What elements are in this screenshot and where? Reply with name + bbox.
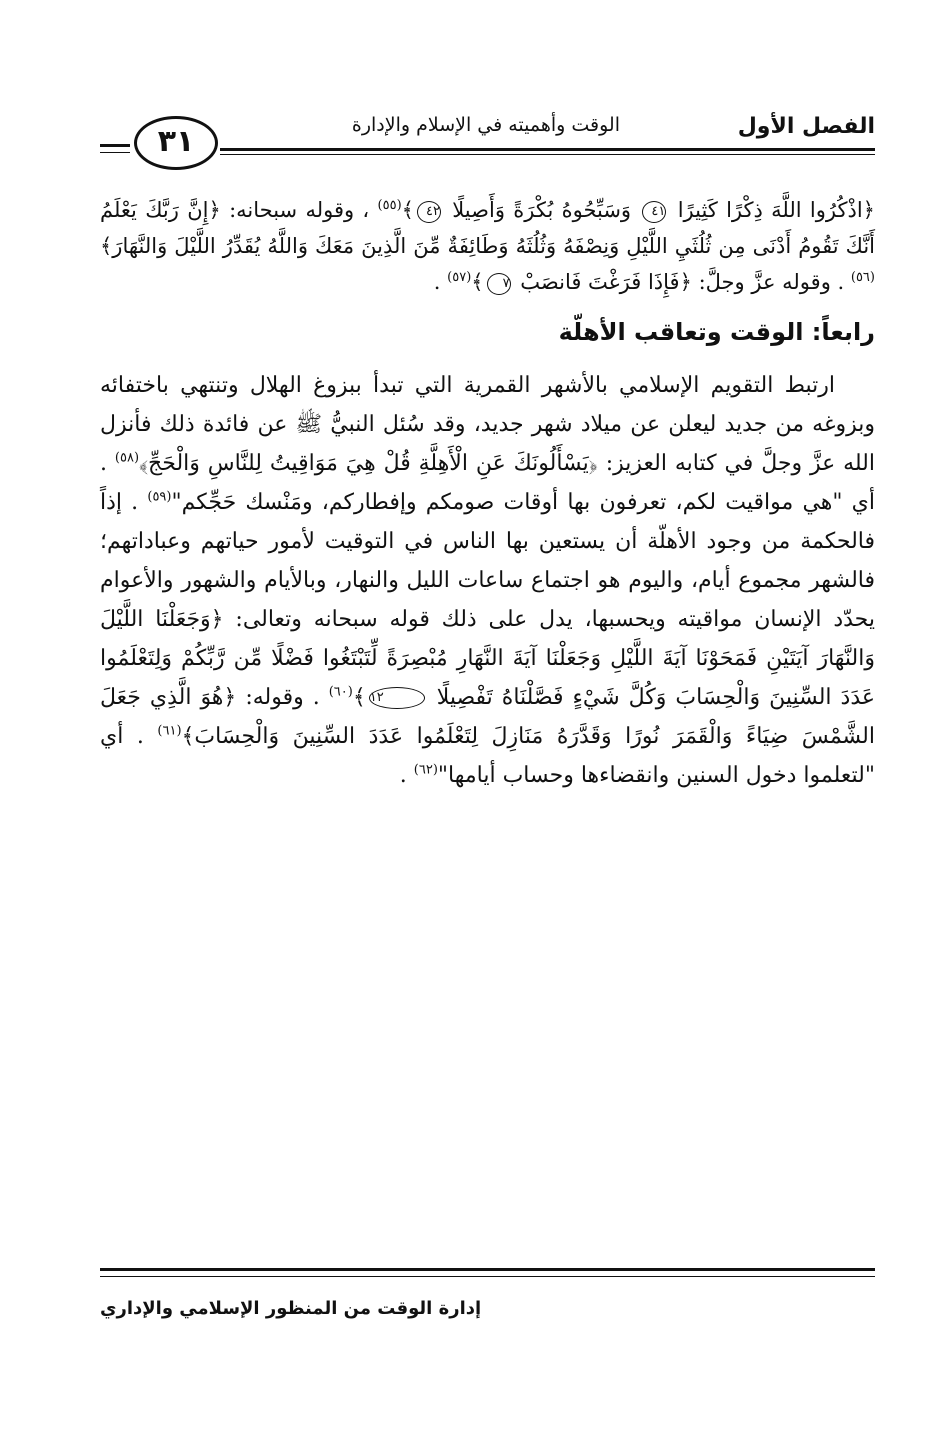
body-text: . إذاً فالحكمة من وجود الأهلّة أن يستعين بها الناس في التوقيت لأمور حياتهم وعباداتهم؛ فالشهر مجموع أيام، واليوم هو اجتماع ساعات الليل والنهار، وبالأيام والشهور والأعوام يحدّد الإنسان مواقيته ويحسبها، يدل على ذلك قوله سبحانه وتعالى: [100,490,875,632]
ayah-number-icon: ٤٢ [417,201,441,223]
verse-text: ﴿اذْكُرُوا اللَّهَ ذِكْرًا كَثِيرًا [677,198,875,222]
footer-rule [100,1268,875,1271]
running-title: الوقت وأهميته في الإسلام والإدارة [351,114,620,136]
ayah-number-icon: ٧ [487,273,511,295]
body-text: . أي "لتعلموا دخول السنين وانقضاءها وحساب أيامها" [100,724,875,788]
verse-text: ﴿إِنَّ رَبَّكَ يَعْلَمُ أَنَّكَ تَقُومُ أَدْنَى مِن ثُلُثَيِ اللَّيْلِ وَنِصْفَهُ وَثُلُثَهُ وَطَائِفَةٌ مِّنَ الَّذِينَ مَعَكَ وَاللَّهُ يُقَدِّرُ اللَّيْلَ وَالنَّهَارَ﴾ [100,198,875,258]
body-text: . وقوله عزَّ وجلَّ: [698,270,845,294]
footnote-ref: (٥٩) [147,489,172,505]
footnote-ref: (٥٦) [850,270,875,285]
verse-text: ﴿وَجَعَلْنَا اللَّيْلَ وَالنَّهَارَ آيَتَيْنِ فَمَحَوْنَا آيَةَ اللَّيْلِ وَجَعَلْنَا آيَةَ النَّهَارِ مُبْصِرَةً لِّتَبْتَغُوا فَضْلًا مِّن رَّبِّكُمْ وَلِتَعْلَمُوا عَدَدَ السِّنِينَ وَالْحِسَابَ وَكُلَّ شَيْءٍ فَصَّلْنَاهُ تَفْصِيلًا [100,607,875,710]
ayah-number-icon: ٤١ [642,201,666,223]
page-number-dash [100,144,130,147]
footnote-ref: (٦١) [157,723,182,739]
page-number-dash-thin [100,152,130,153]
verse-text: ﴿يَسْأَلُونَكَ عَنِ الْأَهِلَّةِ قُلْ هِيَ مَوَاقِيتُ لِلنَّاسِ وَالْحَجِّ﴾ [139,451,598,476]
body-text: . وقوله: [245,685,320,710]
paragraph-verses: ﴿اذْكُرُوا اللَّهَ ذِكْرًا كَثِيرًا ٤١ وَسَبِّحُوهُ بُكْرَةً وَأَصِيلًا ٤٢﴾$^{(٥٥)}$ ، وقوله سبحانه: ﴿إِنَّ رَبَّكَ يَعْلَمُ أَنَّكَ تَقُومُ أَدْنَى مِن ثُلُثَيِ اللَّيْلِ وَنِصْفَهُ وَثُلُثَهُ وَطَائِفَةٌ مِّنَ الَّذِينَ مَعَكَ وَاللَّهُ يُقَدِّرُ اللَّيْلَ وَالنَّهَارَ﴾$^{(٥٦)}$ . وقوله عزَّ وجلَّ: ﴿فَإِذَا فَرَغْتَ فَانصَبْ ٧﴾$^{(٥٧)}$ . [100,198,875,294]
verse-text: ﴿فَإِذَا فَرَغْتَ فَانصَبْ [520,270,692,294]
page-number: ٣١ [134,116,218,170]
footnote-ref: (٥٨) [114,450,140,466]
page-content [100,192,875,795]
verse-text: وَسَبِّحُوهُ بُكْرَةً وَأَصِيلًا [452,198,632,222]
paragraph-main: ارتبط التقويم الإسلامي بالأشهر القمرية التي تبدأ ببزوغ الهلال وتنتهي باختفائه وبزوغه من جديد ليعلن عن ميلاد شهر جديد، وقد سُئل النبيُّ ﷺ عن فائدة ذلك فأنزل الله عزَّ وجلَّ في كتابه العزيز: ﴿يَسْأَلُونَكَ عَنِ الْأَهِلَّةِ قُلْ هِيَ مَوَاقِيتُ لِلنَّاسِ وَالْحَجِّ﴾$^{(٥٨)}$ . أي "هي مواقيت لكم، تعرفون بها أوقات صومكم وإفطاركم، ومَنْسك حَجِّكم"$^{(٥٩)}$ . إذاً فالحكمة من وجود الأهلّة أن يستعين بها الناس في التوقيت لأمور حياتهم وعباداتهم؛ فالشهر مجموع أيام، واليوم هو اجتماع ساعات الليل والنهار، وبالأيام والشهور والأعوام يحدّد الإنسان مواقيته ويحسبها، يدل على ذلك قوله سبحانه وتعالى: ﴿وَجَعَلْنَا اللَّيْلَ وَالنَّهَارَ آيَتَيْنِ فَمَحَوْنَا آيَةَ اللَّيْلِ وَجَعَلْنَا آيَةَ النَّهَارِ مُبْصِرَةً لِّتَبْتَغُوا فَضْلًا مِّن رَّبِّكُمْ وَلِتَعْلَمُوا عَدَدَ السِّنِينَ وَالْحِسَابَ وَكُلَّ شَيْءٍ فَصَّلْنَاهُ تَفْصِيلًا ١٢﴾$^{(٦٠)}$ . وقوله: ﴿هُوَ الَّذِي جَعَلَ الشَّمْسَ ضِيَاءً وَالْقَمَرَ نُورًا وَقَدَّرَهُ مَنَازِلَ لِتَعْلَمُوا عَدَدَ السِّنِينَ وَالْحِسَابَ﴾$^{(٦١)}$ . أي "لتعلموا دخول السنين وانقضاءها وحساب أيامها"$^{(٦٢)}$ . [100,373,876,788]
body-text: ارتبط التقويم الإسلامي بالأشهر القمرية التي تبدأ ببزوغ الهلال وتنتهي باختفائه وبزوغه من جديد ليعلن عن ميلاد شهر جديد، وقد سُئل النبيُّ ﷺ عن فائدة ذلك فأنزل الله عزَّ وجلَّ في كتابه العزيز: [100,373,875,476]
footnote-ref: (٥٥) [377,198,402,213]
footnote-ref: (٦٠) [328,684,353,700]
ayah-number-icon: ١٢ [369,687,425,709]
header-rule-thin [220,154,875,155]
header-rule [220,148,875,151]
verse-text: ﴿هُوَ الَّذِي جَعَلَ الشَّمْسَ ضِيَاءً وَالْقَمَرَ نُورًا وَقَدَّرَهُ مَنَازِلَ لِتَعْلَمُوا عَدَدَ السِّنِينَ وَالْحِسَابَ﴾ [100,685,875,749]
chapter-title: الفصل الأول [737,114,875,139]
page-header [100,108,875,168]
footnote-ref: (٥٧) [447,270,472,285]
body-text: . أي "هي مواقيت لكم، تعرفون بها أوقات صومكم وإفطاركم، ومَنْسك حَجِّكم" [100,451,876,515]
body-text: . [433,270,441,294]
section-heading: رابعاً: الوقت وتعاقب الأهلّة [558,318,875,346]
footer-book-title: إدارة الوقت من المنظور الإسلامي والإداري [100,1298,482,1319]
body-text: . [399,763,407,788]
footnote-ref: (٦٢) [413,762,438,778]
body-text: ، وقوله سبحانه: [229,198,370,222]
footer-rule-thin [100,1276,875,1277]
